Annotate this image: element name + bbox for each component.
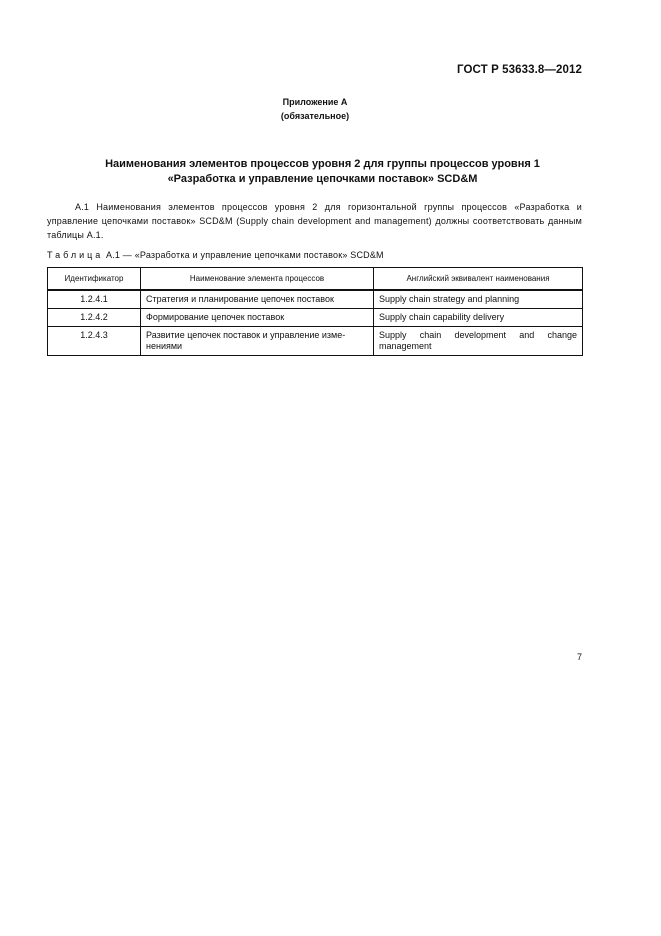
table-row (48, 309, 583, 327)
section-title-line-1: Наименования элементов процессов уровня 2 для группы процессов уровня 1 (105, 158, 540, 170)
page-number: 7 (576, 652, 582, 662)
column-header-english-equivalent: Английский эквивалент наименования (374, 268, 583, 291)
cell-identifier: 1.2.4.3 (48, 327, 141, 356)
table-row (48, 290, 583, 309)
body-paragraph (47, 200, 582, 242)
document-code: ГОСТ Р 53633.8—2012 (457, 64, 582, 76)
cell-english-name: Supply chain strategy and planning (374, 290, 583, 309)
process-elements-table (47, 267, 583, 356)
cell-identifier: 1.2.4.2 (48, 309, 141, 327)
appendix-status: (обязательное) (280, 111, 350, 121)
table-caption-prefix: Таблица (47, 250, 104, 260)
section-title-line-2: «Разработка и управление цепочками поставок» SCD&M (167, 173, 478, 185)
column-header-identifier: Идентификатор (48, 268, 141, 291)
appendix-label: Приложение А (282, 97, 348, 107)
section-title (60, 157, 585, 187)
table-caption (47, 249, 587, 261)
cell-process-name: Стратегия и планирование цепочек поставок (141, 290, 374, 309)
table-caption-text: А.1 — «Разработка и управление цепочками поставок» SCD&M (103, 250, 384, 260)
body-paragraph-text: А.1 Наименования элементов процессов уровня 2 для горизонтальной группы процессов «Разработка и управление цепочками поставок» SCD&M (Supply chain development and management) должны соответствовать данным таблицы А.1. (47, 202, 582, 240)
cell-process-name: Формирование цепочек поставок (141, 309, 374, 327)
cell-english-name: Supply chain development and change management (374, 327, 583, 356)
cell-english-name: Supply chain capability delivery (374, 309, 583, 327)
table-header-row (48, 268, 583, 291)
cell-identifier: 1.2.4.1 (48, 290, 141, 309)
table-row (48, 327, 583, 356)
appendix-heading (270, 95, 360, 123)
column-header-process-name: Наименование элемента процессов (141, 268, 374, 291)
cell-process-name: Развитие цепочек поставок и управление изме-нениями (141, 327, 374, 356)
